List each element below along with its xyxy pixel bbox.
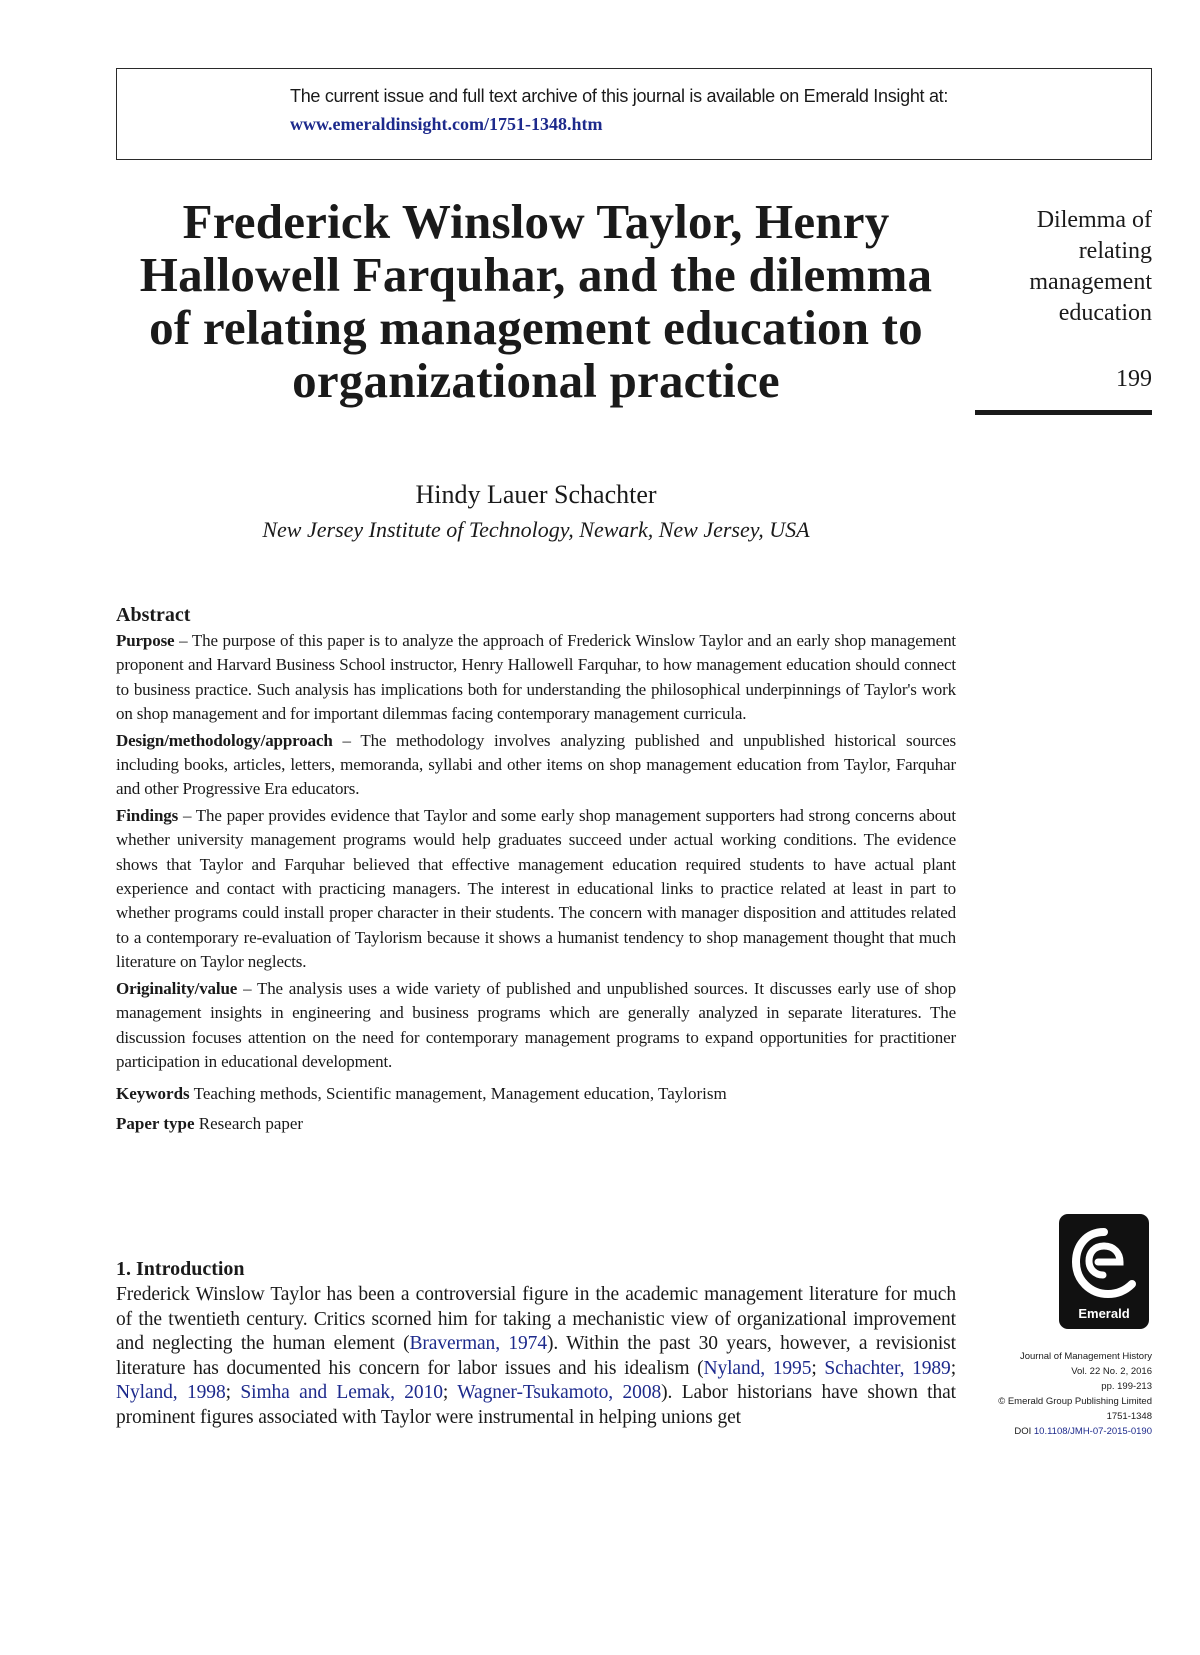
abstract-originality [116,977,956,1075]
citation-separator: ; [811,1357,825,1379]
journal-archive-link[interactable]: www.emeraldinsight.com/1751-1348.htm [290,114,603,134]
journal-issn: 1751-1348 [1106,1411,1152,1422]
paper-type-text: Research paper [198,1114,304,1134]
archive-notice-box [116,68,1152,160]
doi-link[interactable]: 10.1108/JMH-07-2015-0190 [1033,1426,1152,1437]
abstract-section-label: Originality/value [116,978,238,998]
journal-pages: pp. 199-213 [1101,1381,1152,1392]
abstract-section-text: – The purpose of this paper is to analyze the approach of Frederick Winslow Taylor and an early shop management proponent and Harvard Business School instructor, Henry Hallowell Farquhar, to how management education should connect to business practice. Such analysis has implications both for understanding the philosophical underpinnings of Taylor's work on shop management and for important dilemmas facing contemporary management curricula. [116,631,956,724]
article-title: Frederick Winslow Taylor, Henry Hallowell Farquhar, and the dilemma of relating management education to organizational practice [139,194,933,408]
emerald-logo [1059,1214,1149,1329]
keywords [116,1082,956,1106]
citation-link[interactable]: Wagner-Tsukamoto, 2008 [457,1382,662,1403]
abstract-section-text: – The analysis uses a wide variety of published and unpublished sources. It discusses early use of shop management insights in engineering and business programs which are generally analyzed in separate literatures. The discussion focuses attention on the need for contemporary management programs to expand opportunities for practitioner participation in educational development. [116,978,956,1071]
intro-text: ). Labor historians have shown that prominent figures associated with Taylor were instrumental in helping unions get [116,1382,957,1428]
author-affiliation: New Jersey Institute of Technology, Newark, New Jersey, USA [262,517,810,542]
abstract-findings [116,804,956,975]
journal-copyright: © Emerald Group Publishing Limited [998,1396,1152,1407]
introduction-heading: 1. Introduction [116,1258,245,1280]
keywords-text: Teaching methods, Scientific management, Management education, Taylorism [193,1084,727,1104]
doi-label: DOI [1014,1426,1032,1437]
intro-text: Frederick Winslow Taylor has been a controversial figure in the academic management literature for much of the twentieth century. Critics scorned him for taking a mechanistic view of organizational improvement and neglecting the human element ( [116,1284,956,1354]
abstract-heading: Abstract [116,604,191,626]
abstract [116,604,956,1136]
intro-text: ). Within the past 30 years, however, a revisionist literature has documented his concern for labor issues and his idealism ( [116,1333,956,1379]
citation-link[interactable]: Nyland, 1998 [116,1382,226,1403]
emerald-logo-word: Emerald [1078,1306,1130,1321]
citation-link[interactable]: Schachter, 1989 [824,1357,951,1379]
journal-volume: Vol. 22 No. 2, 2016 [1071,1366,1152,1377]
citation-separator: ; [442,1382,458,1403]
abstract-design [116,729,956,802]
citation-link[interactable]: Braverman, 1974 [409,1333,547,1354]
article-author: Hindy Lauer Schachter [415,480,657,509]
abstract-section-text: – The methodology involves analyzing published and unpublished historical sources including books, articles, letters, memoranda, syllabi and other items on shop management education from Taylor, Farquhar and other Progressive Era educators. [116,730,956,799]
journal-info [892,1349,1152,1439]
abstract-section-label: Purpose [116,631,175,650]
abstract-purpose [116,629,956,727]
journal-name: Journal of Management History [1019,1351,1152,1362]
running-head: Dilemma of relating management education [1029,207,1152,326]
page-number: 199 [1116,366,1152,392]
citation-separator: ; [950,1357,957,1379]
introduction-paragraph [116,1283,956,1430]
emerald-logo-icon [1070,1222,1138,1304]
paper-type [116,1112,956,1136]
citation-link[interactable]: Simha and Lemak, 2010 [240,1382,443,1403]
paper-type-label: Paper type [116,1114,195,1134]
archive-notice-text: The current issue and full text archive of this journal is available on Emerald Insight at: [290,86,949,106]
page-number-rule [975,410,1152,415]
citation-link[interactable]: Nyland, 1995 [703,1357,812,1379]
journal-doi [892,1424,1152,1439]
abstract-section-text: – The paper provides evidence that Taylor and some early shop management supporters had strong concerns about whether university management programs would help graduates succeed under actual working conditions. The evidence shows that Taylor and Farquhar believed that effective management education required students to have actual plant experience and contact with practicing managers. The interest in educational links to practice related at least in part to whether programs could install proper character in their students. The concern with manager disposition and attitudes related to a contemporary re-evaluation of Taylorism because it shows a humanist tendency to shop management thought that much literature on Taylor neglects. [116,805,956,972]
abstract-section-label: Design/methodology/approach [116,730,333,750]
keywords-label: Keywords [116,1084,190,1104]
citation-separator: ; [225,1382,241,1403]
abstract-section-label: Findings [116,805,179,825]
introduction [116,1258,956,1430]
